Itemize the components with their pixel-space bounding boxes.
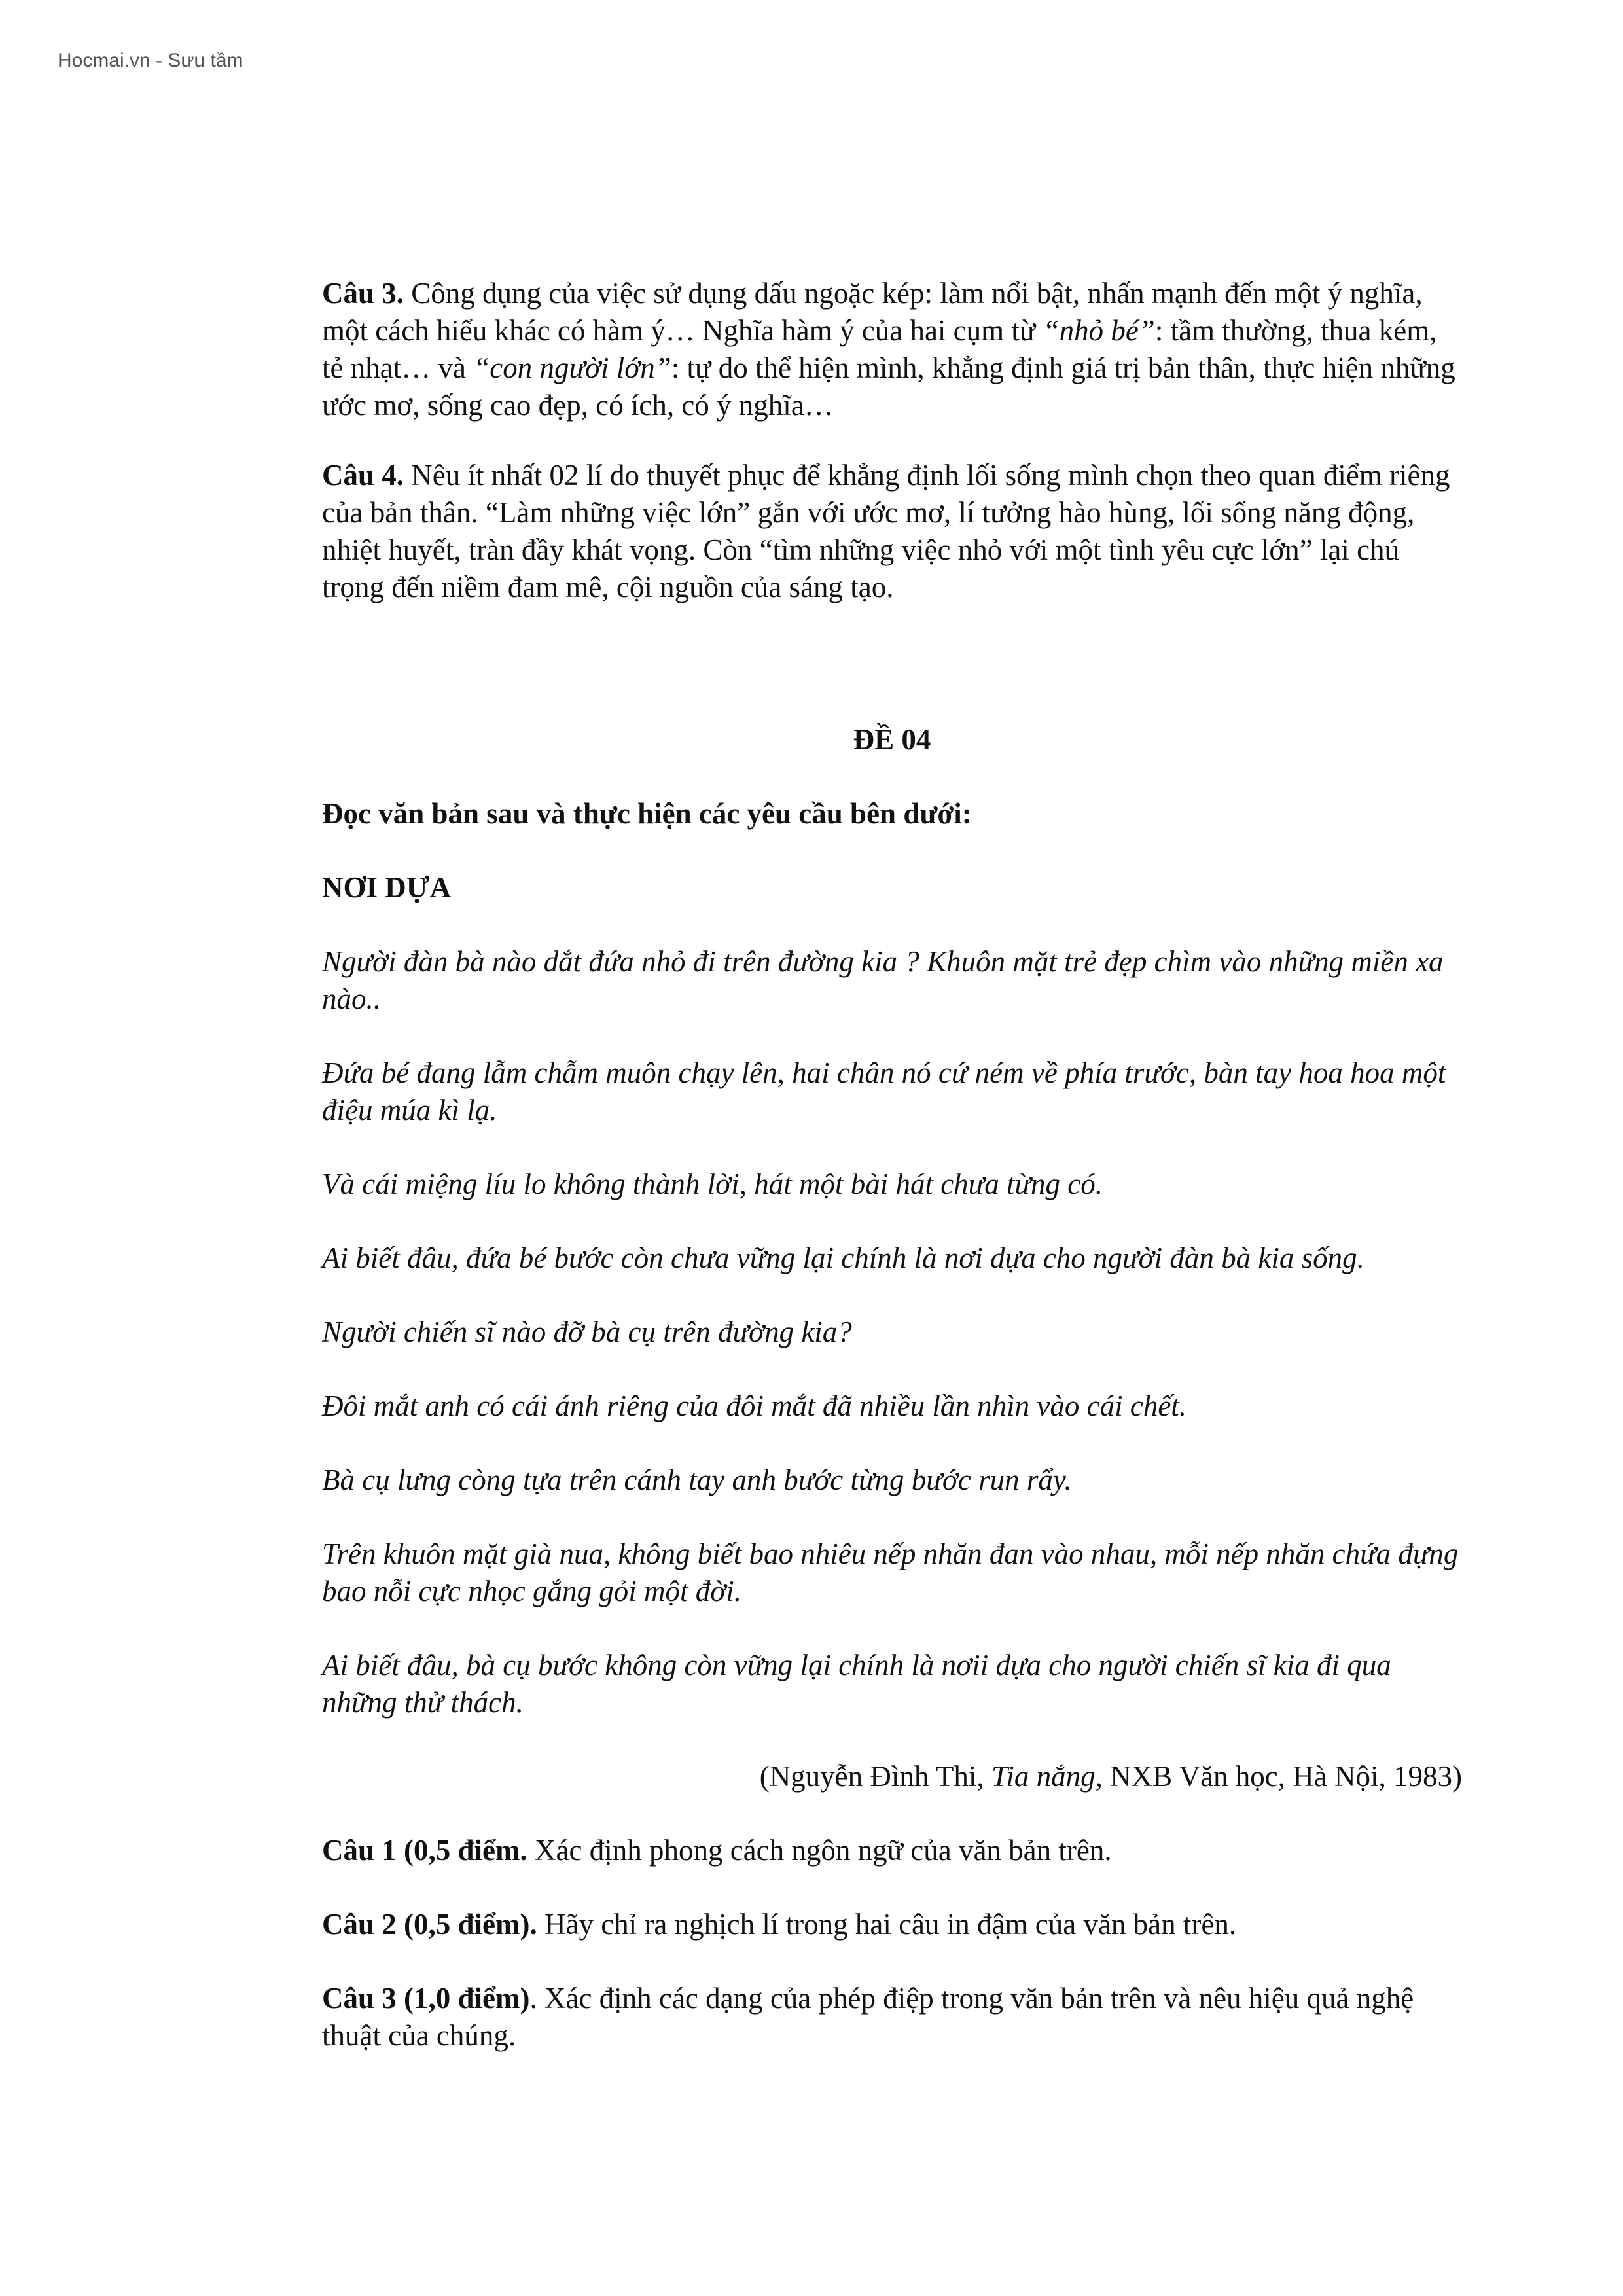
poem-paragraph: Ai biết đâu, đứa bé bước còn chưa vững lại chính là nơi dựa cho người đàn bà kia sống.: [322, 1242, 1364, 1274]
answer-label: Câu 4.: [322, 459, 404, 492]
answer-label: Câu 3.: [322, 277, 404, 310]
poem-paragraph: Ai biết đâu, bà cụ bước không còn vững lại chính là nơii dựa cho người chiến sĩ kia đi qua những thử thách.: [322, 1649, 1391, 1719]
exam-title: ĐỀ 04: [853, 723, 931, 756]
poem-paragraph: Người chiến sĩ nào đỡ bà cụ trên đường kia?: [322, 1316, 852, 1348]
poem-title: NƠI DỰA: [322, 871, 452, 904]
document-body: [322, 275, 1462, 2091]
answer-text: Nêu ít nhất 02 lí do thuyết phục để khẳng định lối sống mình chọn theo quan điểm riêng của bản thân. “Làm những việc lớn” gắn với ước mơ, lí tưởng hào hùng, lối sống năng động, nhiệt huyết, tràn đầy khát vọng. Còn “tìm những việc nhỏ với một tình yêu cực lớn” lại chú trọng đến niềm đam mê, cội nguồn của sáng tạo.: [322, 459, 1450, 603]
answer-text: Công dụng của việc sử dụng dấu ngoặc kép: làm nổi bật, nhấn mạnh đến một ý nghĩa, một cách hiểu khác có hàm ý… Nghĩa hàm ý của hai cụm từ: [322, 277, 1423, 347]
answer-text: : tự do thể hiện mình, khẳng định giá trị bản thân, thực hiện những ước mơ, sống cao đẹp, có ích, có ý nghĩa…: [322, 351, 1455, 422]
citation-publisher: , NXB Văn học, Hà Nội, 1983): [1095, 1760, 1462, 1793]
question-label: Câu 3 (1,0 điểm): [322, 1982, 530, 2015]
answer-cau-4: [322, 457, 1462, 606]
answer-text: : tầm thường, thua kém, tẻ nhạt… và: [322, 314, 1437, 384]
page-header-source: Hocmai.vn - Sưu tầm: [58, 50, 243, 71]
question-text: Xác định phong cách ngôn ngữ của văn bản trên.: [527, 1834, 1112, 1867]
poem-paragraph: Và cái miệng líu lo không thành lời, hát một bài hát chưa từng có.: [322, 1168, 1103, 1200]
poem-paragraph: Bà cụ lưng còng tựa trên cánh tay anh bước từng bước run rẩy.: [322, 1463, 1072, 1496]
question-1: [322, 1832, 1462, 1869]
poem-paragraph: Đứa bé đang lẫm chẫm muôn chạy lên, hai chân nó cứ ném về phía trước, bàn tay hoa hoa một điệu múa kì lạ.: [322, 1056, 1446, 1126]
poem-paragraph: Đôi mắt anh có cái ánh riêng của đôi mắt đã nhiều lần nhìn vào cái chết.: [322, 1390, 1187, 1422]
citation-work-title: Tia nắng: [991, 1760, 1096, 1793]
poem-paragraph: Người đàn bà nào dắt đứa nhỏ đi trên đường kia ? Khuôn mặt trẻ đẹp chìm vào những miền xa nào..: [322, 945, 1444, 1015]
answer-cau-3: [322, 275, 1462, 424]
citation-author: (Nguyễn Đình Thi,: [759, 1760, 991, 1793]
source-citation: [322, 1758, 1462, 1795]
question-3: [322, 1980, 1462, 2054]
quoted-term: “con người lớn”: [473, 351, 671, 384]
quoted-term: “nhỏ bé”: [1043, 314, 1155, 347]
question-2: [322, 1906, 1462, 1943]
question-label: Câu 1 (0,5 điểm.: [322, 1834, 527, 1867]
poem-paragraph: Trên khuôn mặt già nua, không biết bao nhiêu nếp nhăn đan vào nhau, mỗi nếp nhăn chứa đựng bao nỗi cực nhọc gắng gỏi một đời.: [322, 1537, 1459, 1607]
exam-instruction: Đọc văn bản sau và thực hiện các yêu cầu bên dưới:: [322, 797, 972, 830]
question-label: Câu 2 (0,5 điểm).: [322, 1908, 537, 1941]
question-text: Hãy chỉ ra nghịch lí trong hai câu in đậm của văn bản trên.: [537, 1908, 1237, 1941]
question-text: . Xác định các dạng của phép điệp trong văn bản trên và nêu hiệu quả nghệ thuật của chúng.: [322, 1982, 1414, 2052]
